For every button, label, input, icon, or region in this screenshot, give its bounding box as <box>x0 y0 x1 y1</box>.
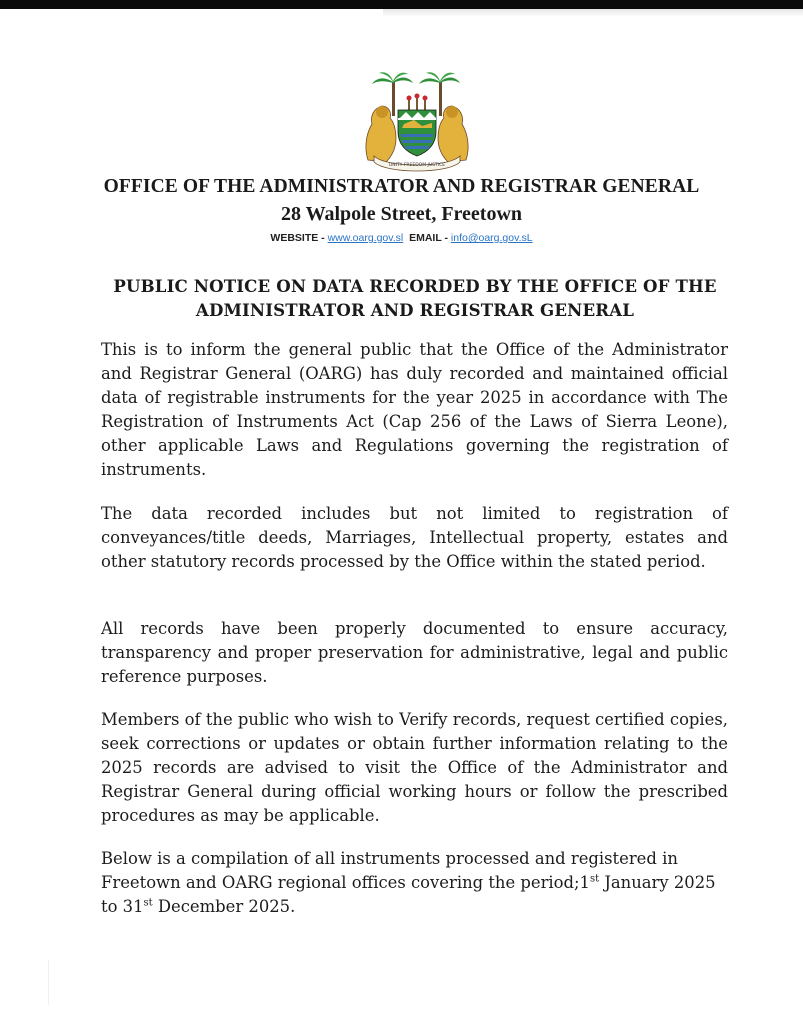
paragraph-introduction: This is to inform the general public that the Office of the Administrator and Registrar General (OARG) has duly recorded and maintained official data of registrable instruments for the year 2025 in accordance with The Registration of Instruments Act (Cap 256 of the Laws of Sierra Leone), other applicable Laws and Regulations governing the registration of instruments. <box>101 340 728 479</box>
compilation-text-2: January 2025 to 31 <box>101 873 716 916</box>
compilation-text-3: December 2025. <box>152 897 296 916</box>
compilation-text-1: Below is a compilation of all instruments processed and registered in Freetown and OARG regional offices covering the period;1 <box>101 849 678 892</box>
organization-address: 28 Walpole Street, Freetown <box>280 203 523 225</box>
website-label: WEBSITE - <box>270 232 328 244</box>
paragraph-data-recorded: The data recorded includes but not limited to registration of conveyances/title deeds, Marriages, Intellectual property, estates and other statutory records processed by the Office within the stated period. <box>101 504 728 571</box>
paragraph-records-documented: All records have been properly documented to ensure accuracy, transparency and proper preservation for administrative, legal and public reference purposes. <box>101 619 728 686</box>
notice-title <box>100 274 730 322</box>
shield-icon <box>398 110 436 156</box>
lion-right-icon <box>438 106 468 162</box>
notice-title-line2: ADMINISTRATOR AND REGISTRAR GENERAL <box>195 300 635 320</box>
motto-text: UNITY FREEDOM JUSTICE <box>388 163 446 168</box>
ordinal-suffix-1: st <box>589 873 600 885</box>
scan-edge-mark <box>48 960 49 1005</box>
notice-title-line1: PUBLIC NOTICE ON DATA RECORDED BY THE OFFICE OF THE <box>113 276 717 296</box>
paragraph-public-verification: Members of the public who wish to Verify records, request certified copies, seek corrections or updates or obtain further information relating to the 2025 records are advised to visit the Office of the Administrator and Registrar General during official working hours or follow the prescribed procedures as may be applicable. <box>101 710 728 825</box>
top-edge-bar <box>0 0 803 9</box>
contact-line <box>0 232 803 244</box>
paragraph-compilation <box>101 847 728 919</box>
torches-icon <box>407 94 428 111</box>
email-link[interactable]: info@oarg.gov.sL <box>450 232 533 244</box>
organization-name: OFFICE OF THE ADMINISTRATOR AND REGISTRAR GENERAL <box>103 176 700 197</box>
coat-of-arms-crest <box>346 68 488 174</box>
ordinal-suffix-2: st <box>143 897 153 909</box>
website-link[interactable]: www.oarg.gov.sl <box>327 232 404 244</box>
email-label: EMAIL - <box>409 232 451 244</box>
lion-left-icon <box>366 106 396 162</box>
